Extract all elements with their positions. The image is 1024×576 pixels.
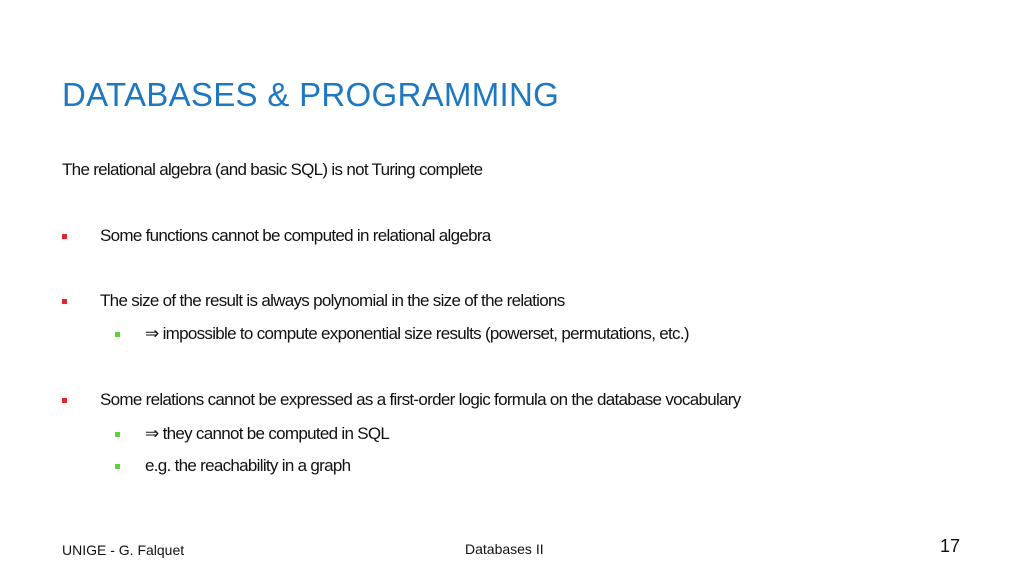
bullet-square-icon <box>62 398 67 403</box>
page-number: 17 <box>940 536 961 556</box>
sub-bullet-square-icon <box>115 432 120 437</box>
point-2-text: The size of the result is always polynomial in the size of the relations <box>100 291 565 310</box>
point-1-text: Some functions cannot be computed in relational algebra <box>100 226 491 245</box>
point-2-subpoint-1-text: ⇒ impossible to compute exponential size results (powerset, permutations, etc.) <box>145 324 689 343</box>
point-3-subpoint-2-text: e.g. the reachability in a graph <box>145 456 351 475</box>
intro-text: The relational algebra (and basic SQL) is not Turing complete <box>62 160 483 179</box>
bullet-square-icon <box>62 234 67 239</box>
bullet-square-icon <box>62 299 67 304</box>
sub-bullet-square-icon <box>115 464 120 469</box>
footer-course: Databases II <box>465 541 544 557</box>
footer-author: UNIGE - G. Falquet <box>62 542 185 558</box>
point-3-text: Some relations cannot be expressed as a first-order logic formula on the database vocabulary <box>100 390 741 409</box>
point-3-subpoint-1-text: ⇒ they cannot be computed in SQL <box>145 424 390 443</box>
sub-bullet-square-icon <box>115 332 120 337</box>
slide-title: DATABASES & PROGRAMMING <box>62 76 560 113</box>
